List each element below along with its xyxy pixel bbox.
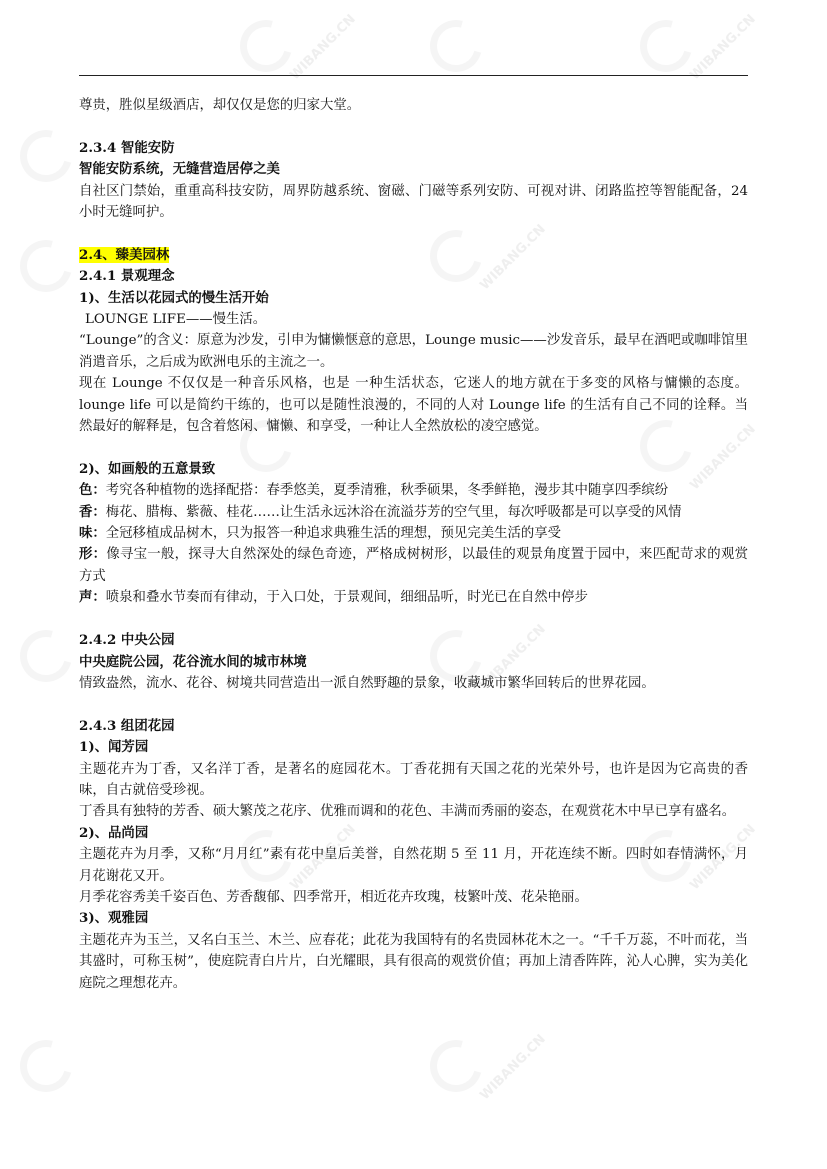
paragraph: 情致盎然，流水、花谷、树境共同营造出一派自然野趣的景象，收藏城市繁华回转后的世界花园。: [79, 675, 655, 691]
entry-text: 像寻宝一般，探寻大自然深处的绿色奇迹，严格成树树形，以最佳的观景角度置于园中，来匹配苛求的观赏方式: [79, 547, 749, 584]
paragraph: “Lounge”的含义：原意为沙发，引申为慵懒惬意的意思，Lounge music——沙发音乐，最早在酒吧或咖啡馆里消遣音乐，之后成为欧洲电乐的主流之一。: [79, 333, 748, 370]
watermark-text: WIBANG.CN: [687, 421, 759, 494]
watermark-logo-icon: [10, 1030, 81, 1101]
watermark-text: WIBANG.CN: [687, 821, 759, 894]
document-body: [79, 95, 748, 994]
spacer: [79, 609, 748, 630]
paragraph: LOUNGE LIFE——慢生活。: [85, 312, 267, 328]
watermark-text: WIBANG.CN: [687, 11, 759, 84]
paragraph: 月季花容秀美千姿百色、芳香馥郁、四季常开，相近花卉玫瑰，枝繁叶茂、花朵艳丽。: [79, 889, 588, 905]
spacer: [79, 437, 748, 458]
item-heading: 2)、品尚园: [79, 824, 149, 841]
list-item: [79, 544, 748, 587]
section-heading-2-4-1: 2.4.1 景观理念: [79, 268, 175, 285]
item-heading: 1)、生活以花园式的慢生活开始: [79, 289, 269, 306]
list-item: [79, 587, 748, 608]
watermark-text: WIBANG.CN: [287, 821, 359, 894]
list-item: [79, 480, 748, 501]
watermark-text: WIBANG.CN: [477, 221, 549, 294]
paragraph: 现在 Lounge 不仅仅是一种音乐风格，也是 一种生活状态，它迷人的地方就在于多变的风格与慵懒的态度。lounge life 可以是简约干练的，也可以是随性浪漫的，不同的人对 Lounge life 的生活有自己不同的诠释。当然最好的解释是，包含着悠闲、慵懒、和享受，一种让人全然放松的凌空感觉。: [79, 376, 748, 435]
entry-label: 色：: [79, 482, 106, 499]
list-item: [79, 523, 748, 544]
item-heading: 3)、观雅园: [79, 910, 149, 927]
spacer: [79, 116, 748, 137]
watermark-logo-icon: [420, 10, 491, 81]
section-heading-2-4-3: 2.4.3 组团花园: [79, 717, 175, 734]
paragraph: 主题花卉为丁香，又名洋丁香，是著名的庭园花木。丁香花拥有天国之花的光荣外号，也许是因为它高贵的香味，自古就倍受珍视。: [79, 761, 748, 798]
entry-text: 考究各种植物的选择配搭：春季悠美，夏季清雅，秋季硕果，冬季鲜艳，漫步其中随享四季缤纷: [105, 483, 669, 499]
paragraph: 自社区门禁始，重重高科技安防，周界防越系统、窗磁、门磁等系列安防、可视对讲、闭路监控等智能配备，24 小时无缝呵护。: [79, 183, 748, 221]
entry-label: 声：: [79, 589, 106, 606]
section-heading-2-3-4: 2.3.4 智能安防: [79, 139, 175, 156]
section-heading-2-4: 2.4、臻美园林: [79, 246, 170, 263]
entry-label: 香：: [79, 503, 106, 520]
intro-line: 尊贵，胜似星级酒店，却仅仅是您的归家大堂。: [79, 98, 361, 113]
watermark-logo-icon: [10, 120, 81, 191]
watermark-text: WIBANG.CN: [287, 11, 359, 84]
entry-text: 全冠移植成品树木，只为报答一种追求典雅生活的理想，预见完美生活的享受: [105, 526, 562, 542]
watermark-logo-icon: [10, 620, 81, 691]
watermark-logo-icon: [10, 230, 81, 301]
spacer: [79, 694, 748, 715]
list-item: [79, 502, 748, 523]
paragraph: 主题花卉为月季，又称“月月红”素有花中皇后美誉，自然花期 5 至 11 月，开花连续不断。四时如春情满怀，月月花谢花又开。: [79, 847, 748, 884]
entry-label: 形：: [79, 546, 107, 563]
item-heading: 2)、如画般的五意景致: [79, 460, 216, 477]
section-subheading: 中央庭院公园，花谷流水间的城市林境: [79, 653, 307, 670]
paragraph: 主题花卉为玉兰，又名白玉兰、木兰、应春花；此花为我国特有的名贵园林花木之一。“千千万蕊，不叶而花，当其盛时，可称玉树”，使庭院青白片片，白光耀眼，具有很高的观赏价值；再加上清香阵阵，沁人心脾，实为美化庭院之理想花卉。: [79, 932, 748, 991]
spacer: [79, 223, 748, 244]
watermark-text: WIBANG.CN: [477, 1031, 549, 1104]
entry-text: 喷泉和叠水节奏而有律动，于入口处，于景观间，细细品听，时光已在自然中停步: [105, 590, 588, 606]
paragraph: 丁香具有独特的芳香、硕大繁茂之花序、优雅而调和的花色、丰满而秀丽的姿态，在观赏花木中早已享有盛名。: [79, 804, 736, 820]
section-heading-2-4-2: 2.4.2 中央公园: [79, 632, 175, 649]
watermark-text: WIBANG.CN: [477, 621, 549, 694]
item-heading: 1)、闻芳园: [79, 739, 149, 756]
section-subheading: 智能安防系统，无缝营造居停之美: [79, 161, 280, 178]
entry-text: 梅花、腊梅、紫薇、桂花……让生活永远沐浴在流溢芬芳的空气里，每次呼吸都是可以享受的风情: [105, 504, 682, 520]
entry-label: 味：: [79, 525, 106, 542]
header-rule: [79, 75, 748, 76]
